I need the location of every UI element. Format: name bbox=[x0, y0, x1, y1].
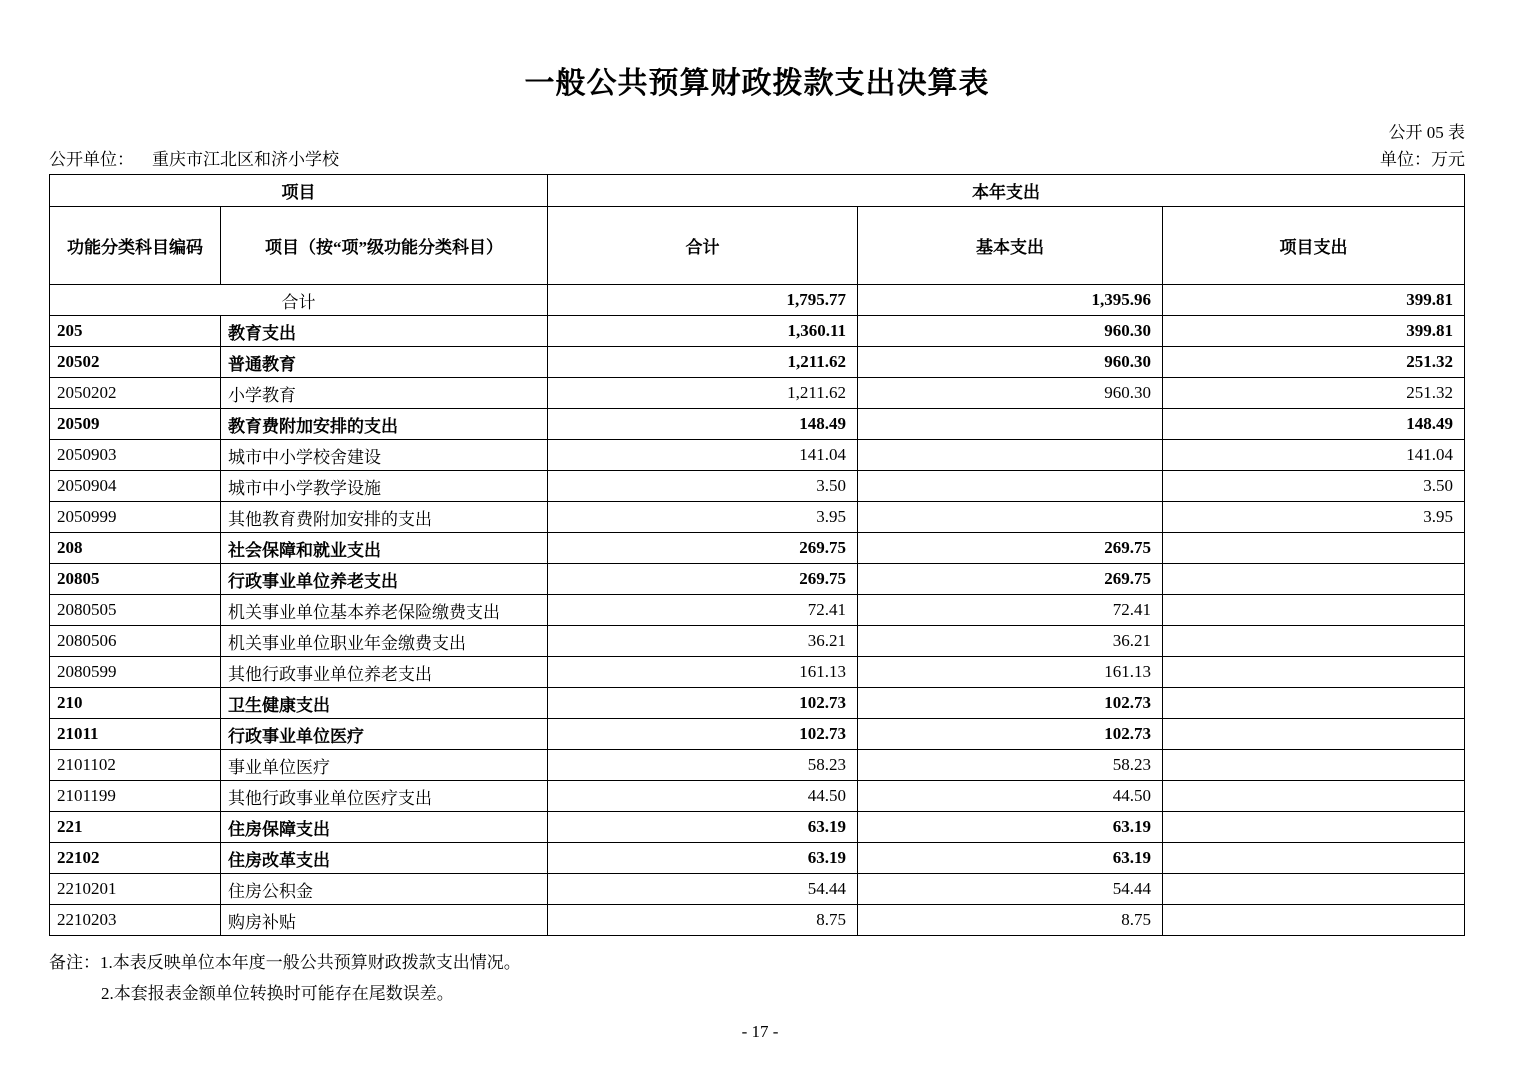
cell-basic bbox=[858, 440, 1163, 471]
table-row bbox=[50, 440, 1465, 471]
header-group-current-year: 本年支出 bbox=[548, 175, 1465, 207]
cell-code: 20805 bbox=[50, 564, 221, 595]
cell-basic: 63.19 bbox=[858, 812, 1163, 843]
cell-item: 卫生健康支出 bbox=[221, 688, 548, 719]
cell-item: 购房补贴 bbox=[221, 905, 548, 936]
issuer-name: 重庆市江北区和济小学校 bbox=[152, 150, 339, 169]
cell-basic: 960.30 bbox=[858, 316, 1163, 347]
cell-item: 行政事业单位医疗 bbox=[221, 719, 548, 750]
cell-code: 22102 bbox=[50, 843, 221, 874]
cell-code: 210 bbox=[50, 688, 221, 719]
cell-code: 2080599 bbox=[50, 657, 221, 688]
budget-table bbox=[49, 174, 1465, 936]
cell-item: 住房公积金 bbox=[221, 874, 548, 905]
table-body bbox=[50, 285, 1465, 936]
cell-total: 1,211.62 bbox=[548, 347, 858, 378]
cell-item: 住房改革支出 bbox=[221, 843, 548, 874]
cell-basic bbox=[858, 502, 1163, 533]
cell-item: 其他行政事业单位养老支出 bbox=[221, 657, 548, 688]
cell-basic: 960.30 bbox=[858, 378, 1163, 409]
cell-item: 其他教育费附加安排的支出 bbox=[221, 502, 548, 533]
currency-unit-label: 单位：万元 bbox=[1380, 150, 1465, 169]
table-row bbox=[50, 316, 1465, 347]
cell-basic: 960.30 bbox=[858, 347, 1163, 378]
table-row bbox=[50, 626, 1465, 657]
cell-total: 269.75 bbox=[548, 564, 858, 595]
cell-project: 399.81 bbox=[1163, 316, 1465, 347]
cell-basic: 72.41 bbox=[858, 595, 1163, 626]
cell-basic: 269.75 bbox=[858, 564, 1163, 595]
table-row bbox=[50, 347, 1465, 378]
table-row bbox=[50, 564, 1465, 595]
table-row bbox=[50, 905, 1465, 936]
cell-total: 36.21 bbox=[548, 626, 858, 657]
cell-item: 教育费附加安排的支出 bbox=[221, 409, 548, 440]
table-row bbox=[50, 781, 1465, 812]
table-row bbox=[50, 502, 1465, 533]
page-number: - 17 - bbox=[741, 1022, 779, 1041]
cell-total: 102.73 bbox=[548, 719, 858, 750]
cell-basic: 102.73 bbox=[858, 719, 1163, 750]
cell-code: 21011 bbox=[50, 719, 221, 750]
cell-total: 8.75 bbox=[548, 905, 858, 936]
cell-project bbox=[1163, 657, 1465, 688]
cell-total: 102.73 bbox=[548, 688, 858, 719]
total-row bbox=[50, 285, 1465, 316]
cell-code: 2080506 bbox=[50, 626, 221, 657]
table-row bbox=[50, 719, 1465, 750]
cell-project: 141.04 bbox=[1163, 440, 1465, 471]
cell-total: 148.49 bbox=[548, 409, 858, 440]
cell-basic: 36.21 bbox=[858, 626, 1163, 657]
cell-code: 2050904 bbox=[50, 471, 221, 502]
cell-project bbox=[1163, 874, 1465, 905]
cell-total: 269.75 bbox=[548, 533, 858, 564]
table-row bbox=[50, 750, 1465, 781]
table-row bbox=[50, 657, 1465, 688]
cell-basic: 102.73 bbox=[858, 688, 1163, 719]
cell-code: 20509 bbox=[50, 409, 221, 440]
table-row bbox=[50, 471, 1465, 502]
cell-item: 普通教育 bbox=[221, 347, 548, 378]
issuer-label: 公开单位： bbox=[49, 150, 134, 169]
table-row bbox=[50, 843, 1465, 874]
cell-item: 住房保障支出 bbox=[221, 812, 548, 843]
cell-project bbox=[1163, 843, 1465, 874]
header-group-project: 项目 bbox=[50, 175, 548, 207]
total-row-label: 合计 bbox=[50, 285, 548, 316]
cell-item: 机关事业单位基本养老保险缴费支出 bbox=[221, 595, 548, 626]
header-col-total: 合计 bbox=[548, 207, 858, 285]
note-line-2: 2.本套报表金额单位转换时可能存在尾数误差。 bbox=[101, 984, 454, 1003]
cell-basic: 63.19 bbox=[858, 843, 1163, 874]
total-row-total: 1,795.77 bbox=[548, 285, 858, 316]
cell-code: 2050999 bbox=[50, 502, 221, 533]
cell-basic: 58.23 bbox=[858, 750, 1163, 781]
header-col-basic: 基本支出 bbox=[858, 207, 1163, 285]
cell-basic: 269.75 bbox=[858, 533, 1163, 564]
header-row-columns bbox=[50, 207, 1465, 285]
cell-project bbox=[1163, 595, 1465, 626]
cell-project: 148.49 bbox=[1163, 409, 1465, 440]
cell-basic: 8.75 bbox=[858, 905, 1163, 936]
cell-total: 44.50 bbox=[548, 781, 858, 812]
cell-total: 161.13 bbox=[548, 657, 858, 688]
table-row bbox=[50, 378, 1465, 409]
table-row bbox=[50, 688, 1465, 719]
cell-total: 63.19 bbox=[548, 812, 858, 843]
table-row bbox=[50, 409, 1465, 440]
cell-code: 208 bbox=[50, 533, 221, 564]
cell-total: 3.95 bbox=[548, 502, 858, 533]
total-row-basic: 1,395.96 bbox=[858, 285, 1163, 316]
header-col-project: 项目支出 bbox=[1163, 207, 1465, 285]
cell-code: 205 bbox=[50, 316, 221, 347]
issuer bbox=[49, 146, 339, 174]
page-title: 一般公共预算财政拨款支出决算表 bbox=[524, 67, 990, 100]
cell-code: 2210201 bbox=[50, 874, 221, 905]
cell-basic bbox=[858, 409, 1163, 440]
header-col-code: 功能分类科目编码 bbox=[50, 207, 221, 285]
cell-total: 3.50 bbox=[548, 471, 858, 502]
cell-project bbox=[1163, 719, 1465, 750]
cell-item: 行政事业单位养老支出 bbox=[221, 564, 548, 595]
cell-total: 1,211.62 bbox=[548, 378, 858, 409]
cell-item: 机关事业单位职业年金缴费支出 bbox=[221, 626, 548, 657]
header-col-item: 项目（按“项”级功能分类科目） bbox=[221, 207, 548, 285]
cell-project: 251.32 bbox=[1163, 378, 1465, 409]
notes bbox=[49, 947, 1465, 1009]
total-row-project: 399.81 bbox=[1163, 285, 1465, 316]
cell-project bbox=[1163, 812, 1465, 843]
cell-project bbox=[1163, 688, 1465, 719]
table-row bbox=[50, 874, 1465, 905]
cell-project bbox=[1163, 564, 1465, 595]
cell-total: 72.41 bbox=[548, 595, 858, 626]
cell-project bbox=[1163, 626, 1465, 657]
cell-code: 2210203 bbox=[50, 905, 221, 936]
note-line-1: 备注：1.本表反映单位本年度一般公共预算财政拨款支出情况。 bbox=[49, 953, 521, 972]
cell-total: 54.44 bbox=[548, 874, 858, 905]
table-row bbox=[50, 595, 1465, 626]
cell-total: 141.04 bbox=[548, 440, 858, 471]
cell-basic bbox=[858, 471, 1163, 502]
cell-item: 城市中小学教学设施 bbox=[221, 471, 548, 502]
table-row bbox=[50, 812, 1465, 843]
meta-row bbox=[49, 146, 1465, 174]
cell-item: 社会保障和就业支出 bbox=[221, 533, 548, 564]
cell-project bbox=[1163, 905, 1465, 936]
cell-project: 3.50 bbox=[1163, 471, 1465, 502]
table-row bbox=[50, 533, 1465, 564]
cell-project: 3.95 bbox=[1163, 502, 1465, 533]
cell-code: 2080505 bbox=[50, 595, 221, 626]
cell-project bbox=[1163, 781, 1465, 812]
cell-code: 2101102 bbox=[50, 750, 221, 781]
cell-project bbox=[1163, 750, 1465, 781]
cell-item: 其他行政事业单位医疗支出 bbox=[221, 781, 548, 812]
cell-basic: 161.13 bbox=[858, 657, 1163, 688]
cell-basic: 54.44 bbox=[858, 874, 1163, 905]
table-code: 公开 05 表 bbox=[1388, 123, 1465, 142]
cell-project: 251.32 bbox=[1163, 347, 1465, 378]
cell-basic: 44.50 bbox=[858, 781, 1163, 812]
cell-code: 221 bbox=[50, 812, 221, 843]
cell-total: 1,360.11 bbox=[548, 316, 858, 347]
cell-total: 58.23 bbox=[548, 750, 858, 781]
cell-item: 小学教育 bbox=[221, 378, 548, 409]
cell-project bbox=[1163, 533, 1465, 564]
cell-total: 63.19 bbox=[548, 843, 858, 874]
cell-code: 2050202 bbox=[50, 378, 221, 409]
cell-code: 20502 bbox=[50, 347, 221, 378]
cell-item: 事业单位医疗 bbox=[221, 750, 548, 781]
header-row-groups bbox=[50, 175, 1465, 207]
cell-item: 城市中小学校舍建设 bbox=[221, 440, 548, 471]
cell-code: 2101199 bbox=[50, 781, 221, 812]
cell-code: 2050903 bbox=[50, 440, 221, 471]
cell-item: 教育支出 bbox=[221, 316, 548, 347]
